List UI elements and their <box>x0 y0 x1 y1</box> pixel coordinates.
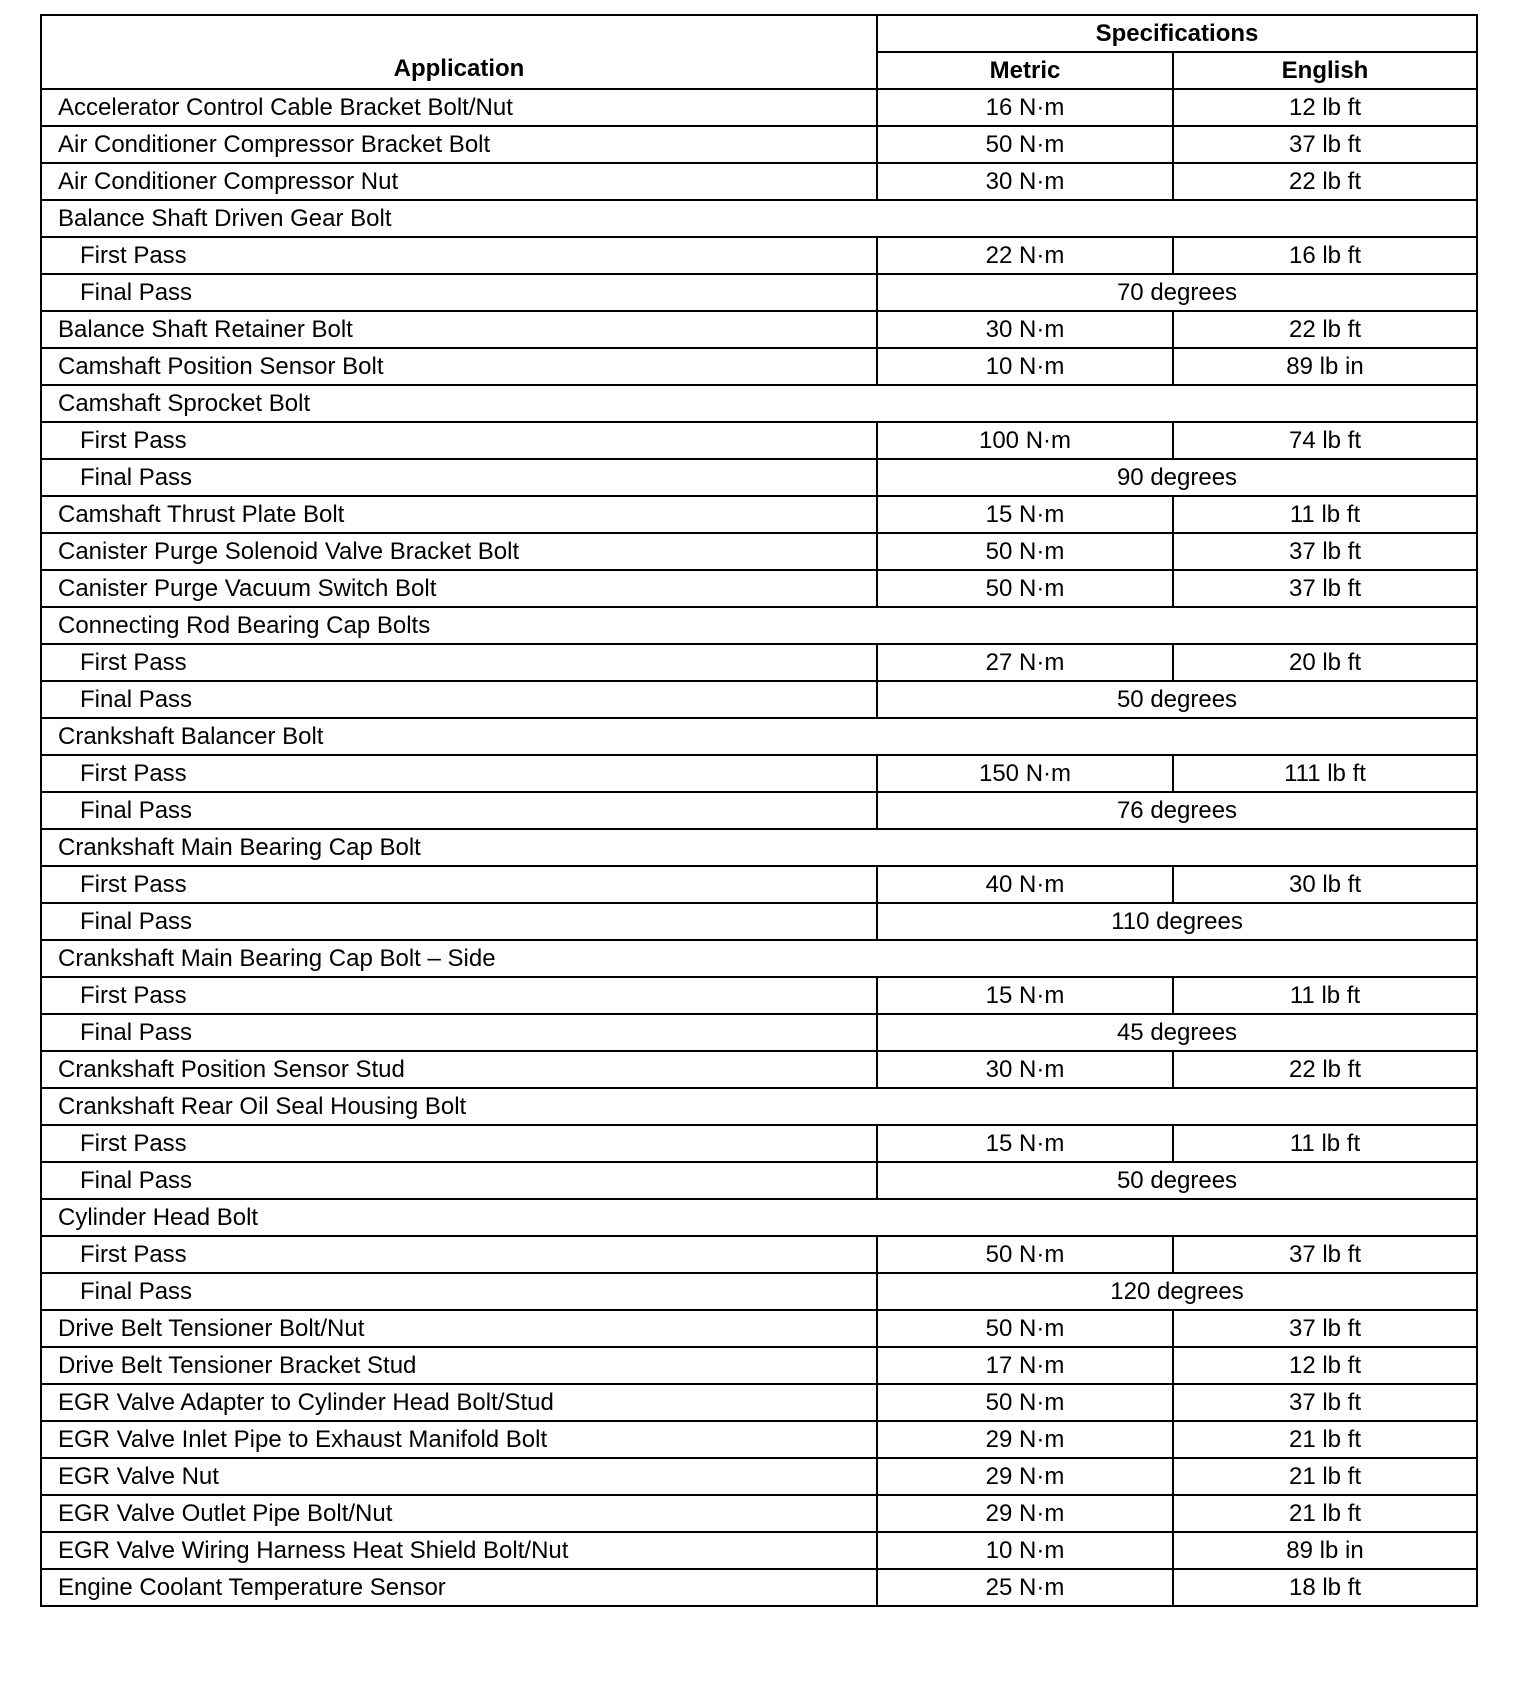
english-cell: 22 lb ft <box>1173 163 1477 200</box>
metric-cell: 30 N·m <box>877 1051 1173 1088</box>
metric-cell: 15 N·m <box>877 1125 1173 1162</box>
table-row <box>41 1421 1477 1458</box>
metric-cell: 22 N·m <box>877 237 1173 274</box>
application-cell: First Pass <box>41 1236 877 1273</box>
metric-cell: 50 N·m <box>877 1310 1173 1347</box>
application-cell: Final Pass <box>41 792 877 829</box>
table-row <box>41 866 1477 903</box>
table-row <box>41 533 1477 570</box>
application-cell: First Pass <box>41 237 877 274</box>
table-row <box>41 644 1477 681</box>
metric-cell: 100 N·m <box>877 422 1173 459</box>
application-cell: Crankshaft Main Bearing Cap Bolt – Side <box>41 940 1477 977</box>
application-cell: Camshaft Position Sensor Bolt <box>41 348 877 385</box>
application-cell: Balance Shaft Retainer Bolt <box>41 311 877 348</box>
application-cell: EGR Valve Outlet Pipe Bolt/Nut <box>41 1495 877 1532</box>
table-row <box>41 459 1477 496</box>
application-cell: Canister Purge Solenoid Valve Bracket Bolt <box>41 533 877 570</box>
table-row <box>41 1347 1477 1384</box>
application-cell: Crankshaft Position Sensor Stud <box>41 1051 877 1088</box>
table-row <box>41 1495 1477 1532</box>
table-row <box>41 1569 1477 1606</box>
table-row <box>41 681 1477 718</box>
table-row <box>41 829 1477 866</box>
metric-cell: 50 N·m <box>877 570 1173 607</box>
application-cell: EGR Valve Inlet Pipe to Exhaust Manifold Bolt <box>41 1421 877 1458</box>
english-cell: 11 lb ft <box>1173 1125 1477 1162</box>
angle-spec-cell: 76 degrees <box>877 792 1477 829</box>
table-body <box>41 89 1477 1606</box>
application-cell: Crankshaft Balancer Bolt <box>41 718 1477 755</box>
table-row <box>41 385 1477 422</box>
application-cell: Balance Shaft Driven Gear Bolt <box>41 200 1477 237</box>
table-row <box>41 1051 1477 1088</box>
english-header: English <box>1173 52 1477 89</box>
application-cell: First Pass <box>41 866 877 903</box>
angle-spec-cell: 110 degrees <box>877 903 1477 940</box>
application-cell: Air Conditioner Compressor Nut <box>41 163 877 200</box>
english-cell: 37 lb ft <box>1173 126 1477 163</box>
application-cell: Cylinder Head Bolt <box>41 1199 1477 1236</box>
angle-spec-cell: 90 degrees <box>877 459 1477 496</box>
english-cell: 37 lb ft <box>1173 533 1477 570</box>
english-cell: 30 lb ft <box>1173 866 1477 903</box>
metric-cell: 29 N·m <box>877 1421 1173 1458</box>
metric-cell: 30 N·m <box>877 311 1173 348</box>
metric-header: Metric <box>877 52 1173 89</box>
application-cell: Crankshaft Rear Oil Seal Housing Bolt <box>41 1088 1477 1125</box>
metric-cell: 30 N·m <box>877 163 1173 200</box>
metric-cell: 10 N·m <box>877 348 1173 385</box>
application-cell: EGR Valve Nut <box>41 1458 877 1495</box>
application-cell: Final Pass <box>41 459 877 496</box>
english-cell: 21 lb ft <box>1173 1458 1477 1495</box>
table-header <box>41 15 1477 89</box>
english-cell: 37 lb ft <box>1173 1310 1477 1347</box>
english-cell: 89 lb in <box>1173 348 1477 385</box>
application-cell: Connecting Rod Bearing Cap Bolts <box>41 607 1477 644</box>
metric-cell: 40 N·m <box>877 866 1173 903</box>
english-cell: 89 lb in <box>1173 1532 1477 1569</box>
table-row <box>41 1273 1477 1310</box>
table-row <box>41 607 1477 644</box>
application-cell: First Pass <box>41 977 877 1014</box>
english-cell: 74 lb ft <box>1173 422 1477 459</box>
table-row <box>41 1125 1477 1162</box>
metric-cell: 50 N·m <box>877 533 1173 570</box>
table-row <box>41 163 1477 200</box>
table-row <box>41 126 1477 163</box>
table-row <box>41 1384 1477 1421</box>
english-cell: 12 lb ft <box>1173 89 1477 126</box>
table-row <box>41 1162 1477 1199</box>
table-row <box>41 940 1477 977</box>
table-row <box>41 1532 1477 1569</box>
table-row <box>41 977 1477 1014</box>
application-cell: Final Pass <box>41 903 877 940</box>
table-row <box>41 903 1477 940</box>
application-cell: First Pass <box>41 644 877 681</box>
english-cell: 21 lb ft <box>1173 1495 1477 1532</box>
english-cell: 16 lb ft <box>1173 237 1477 274</box>
table-row <box>41 755 1477 792</box>
metric-cell: 27 N·m <box>877 644 1173 681</box>
english-cell: 20 lb ft <box>1173 644 1477 681</box>
application-cell: Final Pass <box>41 1162 877 1199</box>
metric-cell: 16 N·m <box>877 89 1173 126</box>
table-row <box>41 1236 1477 1273</box>
english-cell: 11 lb ft <box>1173 977 1477 1014</box>
angle-spec-cell: 45 degrees <box>877 1014 1477 1051</box>
metric-cell: 29 N·m <box>877 1495 1173 1532</box>
english-cell: 22 lb ft <box>1173 311 1477 348</box>
application-cell: EGR Valve Wiring Harness Heat Shield Bolt/Nut <box>41 1532 877 1569</box>
application-cell: Canister Purge Vacuum Switch Bolt <box>41 570 877 607</box>
english-cell: 21 lb ft <box>1173 1421 1477 1458</box>
english-cell: 18 lb ft <box>1173 1569 1477 1606</box>
table-row <box>41 1199 1477 1236</box>
application-cell: First Pass <box>41 755 877 792</box>
metric-cell: 150 N·m <box>877 755 1173 792</box>
application-cell: Final Pass <box>41 1273 877 1310</box>
application-cell: Engine Coolant Temperature Sensor <box>41 1569 877 1606</box>
table-row <box>41 274 1477 311</box>
application-cell: Crankshaft Main Bearing Cap Bolt <box>41 829 1477 866</box>
specifications-header: Specifications <box>877 15 1477 52</box>
metric-cell: 50 N·m <box>877 1384 1173 1421</box>
table-row <box>41 422 1477 459</box>
angle-spec-cell: 120 degrees <box>877 1273 1477 1310</box>
angle-spec-cell: 50 degrees <box>877 681 1477 718</box>
application-cell: EGR Valve Adapter to Cylinder Head Bolt/Stud <box>41 1384 877 1421</box>
metric-cell: 50 N·m <box>877 1236 1173 1273</box>
metric-cell: 17 N·m <box>877 1347 1173 1384</box>
application-cell: Final Pass <box>41 1014 877 1051</box>
table-row <box>41 89 1477 126</box>
application-cell: Accelerator Control Cable Bracket Bolt/Nut <box>41 89 877 126</box>
table-row <box>41 1310 1477 1347</box>
english-cell: 37 lb ft <box>1173 1384 1477 1421</box>
english-cell: 11 lb ft <box>1173 496 1477 533</box>
angle-spec-cell: 70 degrees <box>877 274 1477 311</box>
table-row <box>41 200 1477 237</box>
table-row <box>41 1088 1477 1125</box>
table-row <box>41 1014 1477 1051</box>
table-row <box>41 311 1477 348</box>
application-cell: First Pass <box>41 422 877 459</box>
application-cell: Final Pass <box>41 681 877 718</box>
english-cell: 111 lb ft <box>1173 755 1477 792</box>
application-cell: First Pass <box>41 1125 877 1162</box>
application-cell: Camshaft Thrust Plate Bolt <box>41 496 877 533</box>
metric-cell: 50 N·m <box>877 126 1173 163</box>
table-row <box>41 570 1477 607</box>
metric-cell: 10 N·m <box>877 1532 1173 1569</box>
application-cell: Drive Belt Tensioner Bracket Stud <box>41 1347 877 1384</box>
metric-cell: 29 N·m <box>877 1458 1173 1495</box>
english-cell: 22 lb ft <box>1173 1051 1477 1088</box>
table-row <box>41 718 1477 755</box>
table-row <box>41 792 1477 829</box>
application-cell: Final Pass <box>41 274 877 311</box>
table-row <box>41 348 1477 385</box>
torque-spec-table <box>40 14 1478 1607</box>
table-row <box>41 496 1477 533</box>
table-row <box>41 237 1477 274</box>
table-row <box>41 1458 1477 1495</box>
angle-spec-cell: 50 degrees <box>877 1162 1477 1199</box>
metric-cell: 15 N·m <box>877 496 1173 533</box>
metric-cell: 25 N·m <box>877 1569 1173 1606</box>
application-header: Application <box>41 15 877 89</box>
application-cell: Camshaft Sprocket Bolt <box>41 385 1477 422</box>
english-cell: 37 lb ft <box>1173 1236 1477 1273</box>
english-cell: 37 lb ft <box>1173 570 1477 607</box>
metric-cell: 15 N·m <box>877 977 1173 1014</box>
application-cell: Air Conditioner Compressor Bracket Bolt <box>41 126 877 163</box>
application-cell: Drive Belt Tensioner Bolt/Nut <box>41 1310 877 1347</box>
english-cell: 12 lb ft <box>1173 1347 1477 1384</box>
